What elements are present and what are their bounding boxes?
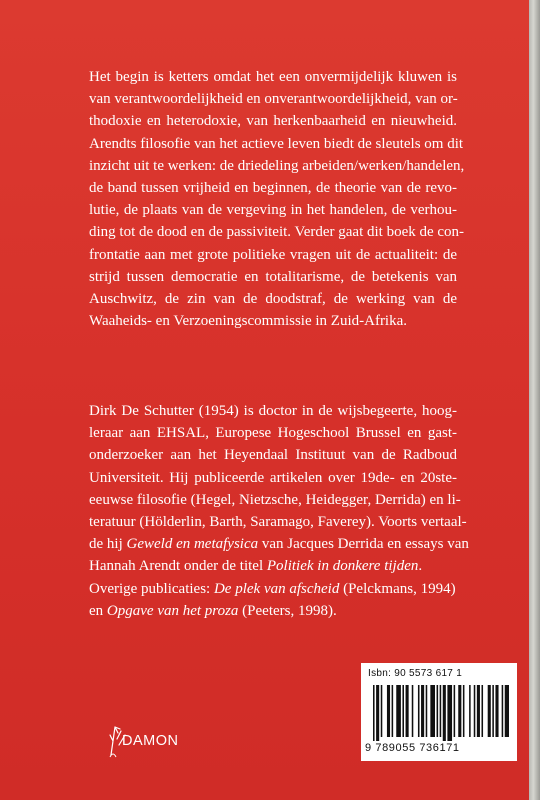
bio-line <box>89 533 469 555</box>
barcode-bar <box>477 685 480 737</box>
description-line: Auschwitz, de zin van de doodstraf, de werking van de <box>89 291 457 308</box>
bio-text: van Jacques Derrida en essays van <box>258 536 469 553</box>
description-line: de band tussen vrijheid en beginnen, de theorie van de revo- <box>89 180 457 197</box>
description-line: thodoxie en heterodoxie, van herkenbaarheid en nieuwheid. <box>89 113 457 130</box>
barcode-bar <box>502 685 504 737</box>
description-line: Waaheids- en Verzoeningscommissie in Zuid-Afrika. <box>89 313 408 330</box>
barcode-bar <box>392 685 394 737</box>
barcode-bar <box>376 685 379 741</box>
barcode-bar <box>396 685 401 737</box>
barcode-bar <box>454 685 456 737</box>
barcode-bar <box>412 685 414 737</box>
bio-text: (Pelckmans, 1994) <box>339 580 456 597</box>
book-title: Opgave van het proza <box>106 602 239 619</box>
description-line: strijd tussen democratie en totalitarisme, de betekenis van <box>89 268 457 285</box>
publisher-logo <box>107 721 217 761</box>
book-title: Geweld en metafysica <box>126 536 259 553</box>
barcode-bar <box>458 685 461 737</box>
barcode-bar <box>492 685 494 737</box>
barcode-bar <box>426 685 428 737</box>
barcode-bar <box>402 685 404 737</box>
bio-text: en <box>89 602 107 619</box>
bio-line: Dirk De Schutter (1954) is doctor in de wijsbegeerte, hoog- <box>89 403 457 419</box>
book-title: De plek van afscheid <box>213 580 340 597</box>
barcode-bar <box>387 685 390 737</box>
bio-line <box>89 600 457 622</box>
barcode-bar <box>440 685 442 737</box>
barcode-icon <box>371 685 509 741</box>
barcode-bar <box>463 685 465 737</box>
author-bio-paragraph <box>89 400 469 622</box>
barcode-bar <box>443 685 446 741</box>
barcode-bar <box>488 685 491 737</box>
book-title: Politiek in donkere tijden <box>266 558 419 575</box>
publisher-name: DAMON <box>122 733 179 749</box>
bio-line: leraar aan EHSAL, Europese Hogeschool Brussel en gast- <box>89 425 457 442</box>
bio-line: teratuur (Hölderlin, Barth, Saramago, Faverey). Voorts vertaal- <box>89 514 467 531</box>
description-line: ding tot de dood en de passiviteit. Verder gaat dit boek de con- <box>89 224 465 241</box>
bio-line <box>89 578 457 600</box>
description-line: lutie, de plaats van de vergeving in het handelen, de verhou- <box>89 202 457 219</box>
barcode-bar <box>437 685 439 737</box>
barcode-bar <box>495 685 498 737</box>
bio-line: onderzoeker aan het Heyendaal Instituut van de Radboud <box>89 447 457 464</box>
barcode-bar <box>469 685 471 737</box>
bio-text: . <box>418 558 423 575</box>
bio-text: Overige publicaties: <box>89 580 214 597</box>
description-line: Het begin is ketters omdat het een onvermijdelijk kluwen is <box>89 69 457 85</box>
barcode-number: 9 789055 736171 <box>365 742 460 754</box>
bio-line: eeuwse filosofie (Hegel, Nietzsche, Heidegger, Derrida) en li- <box>89 491 461 508</box>
barcode-label <box>361 663 517 761</box>
barcode-bar <box>474 685 476 737</box>
bio-text: de hij <box>89 536 127 553</box>
barcode-bar <box>381 685 383 737</box>
description-line: Arendts filosofie van het actieve leven biedt de sleutels om dit <box>89 135 464 152</box>
page-edge <box>529 0 540 800</box>
barcode-bar <box>373 685 375 741</box>
description-paragraph <box>89 66 465 332</box>
bio-text: (Peeters, 1998). <box>238 602 337 619</box>
bio-text: Hannah Arendt onder de titel <box>89 558 267 575</box>
bio-line: Universiteit. Hij publiceerde artikelen over 19de- en 20ste- <box>89 469 457 486</box>
isbn-text: Isbn: 90 5573 617 1 <box>368 668 463 679</box>
barcode-bar <box>430 685 435 737</box>
barcode-bar <box>447 685 452 741</box>
barcode-bar <box>505 685 509 737</box>
description-line: van verantwoordelijkheid en onverantwoordelijkheid, van or- <box>89 91 458 108</box>
description-line: frontatie aan met grote politieke vragen uit de actualiteit: de <box>89 246 457 263</box>
barcode-bar <box>482 685 484 737</box>
description-line: inzicht uit te werken: de driedeling arbeiden/werken/handelen, <box>89 157 465 174</box>
barcode-bar <box>421 685 424 737</box>
barcode-bar <box>406 685 409 737</box>
bio-line <box>89 555 457 577</box>
barcode-bar <box>418 685 420 737</box>
